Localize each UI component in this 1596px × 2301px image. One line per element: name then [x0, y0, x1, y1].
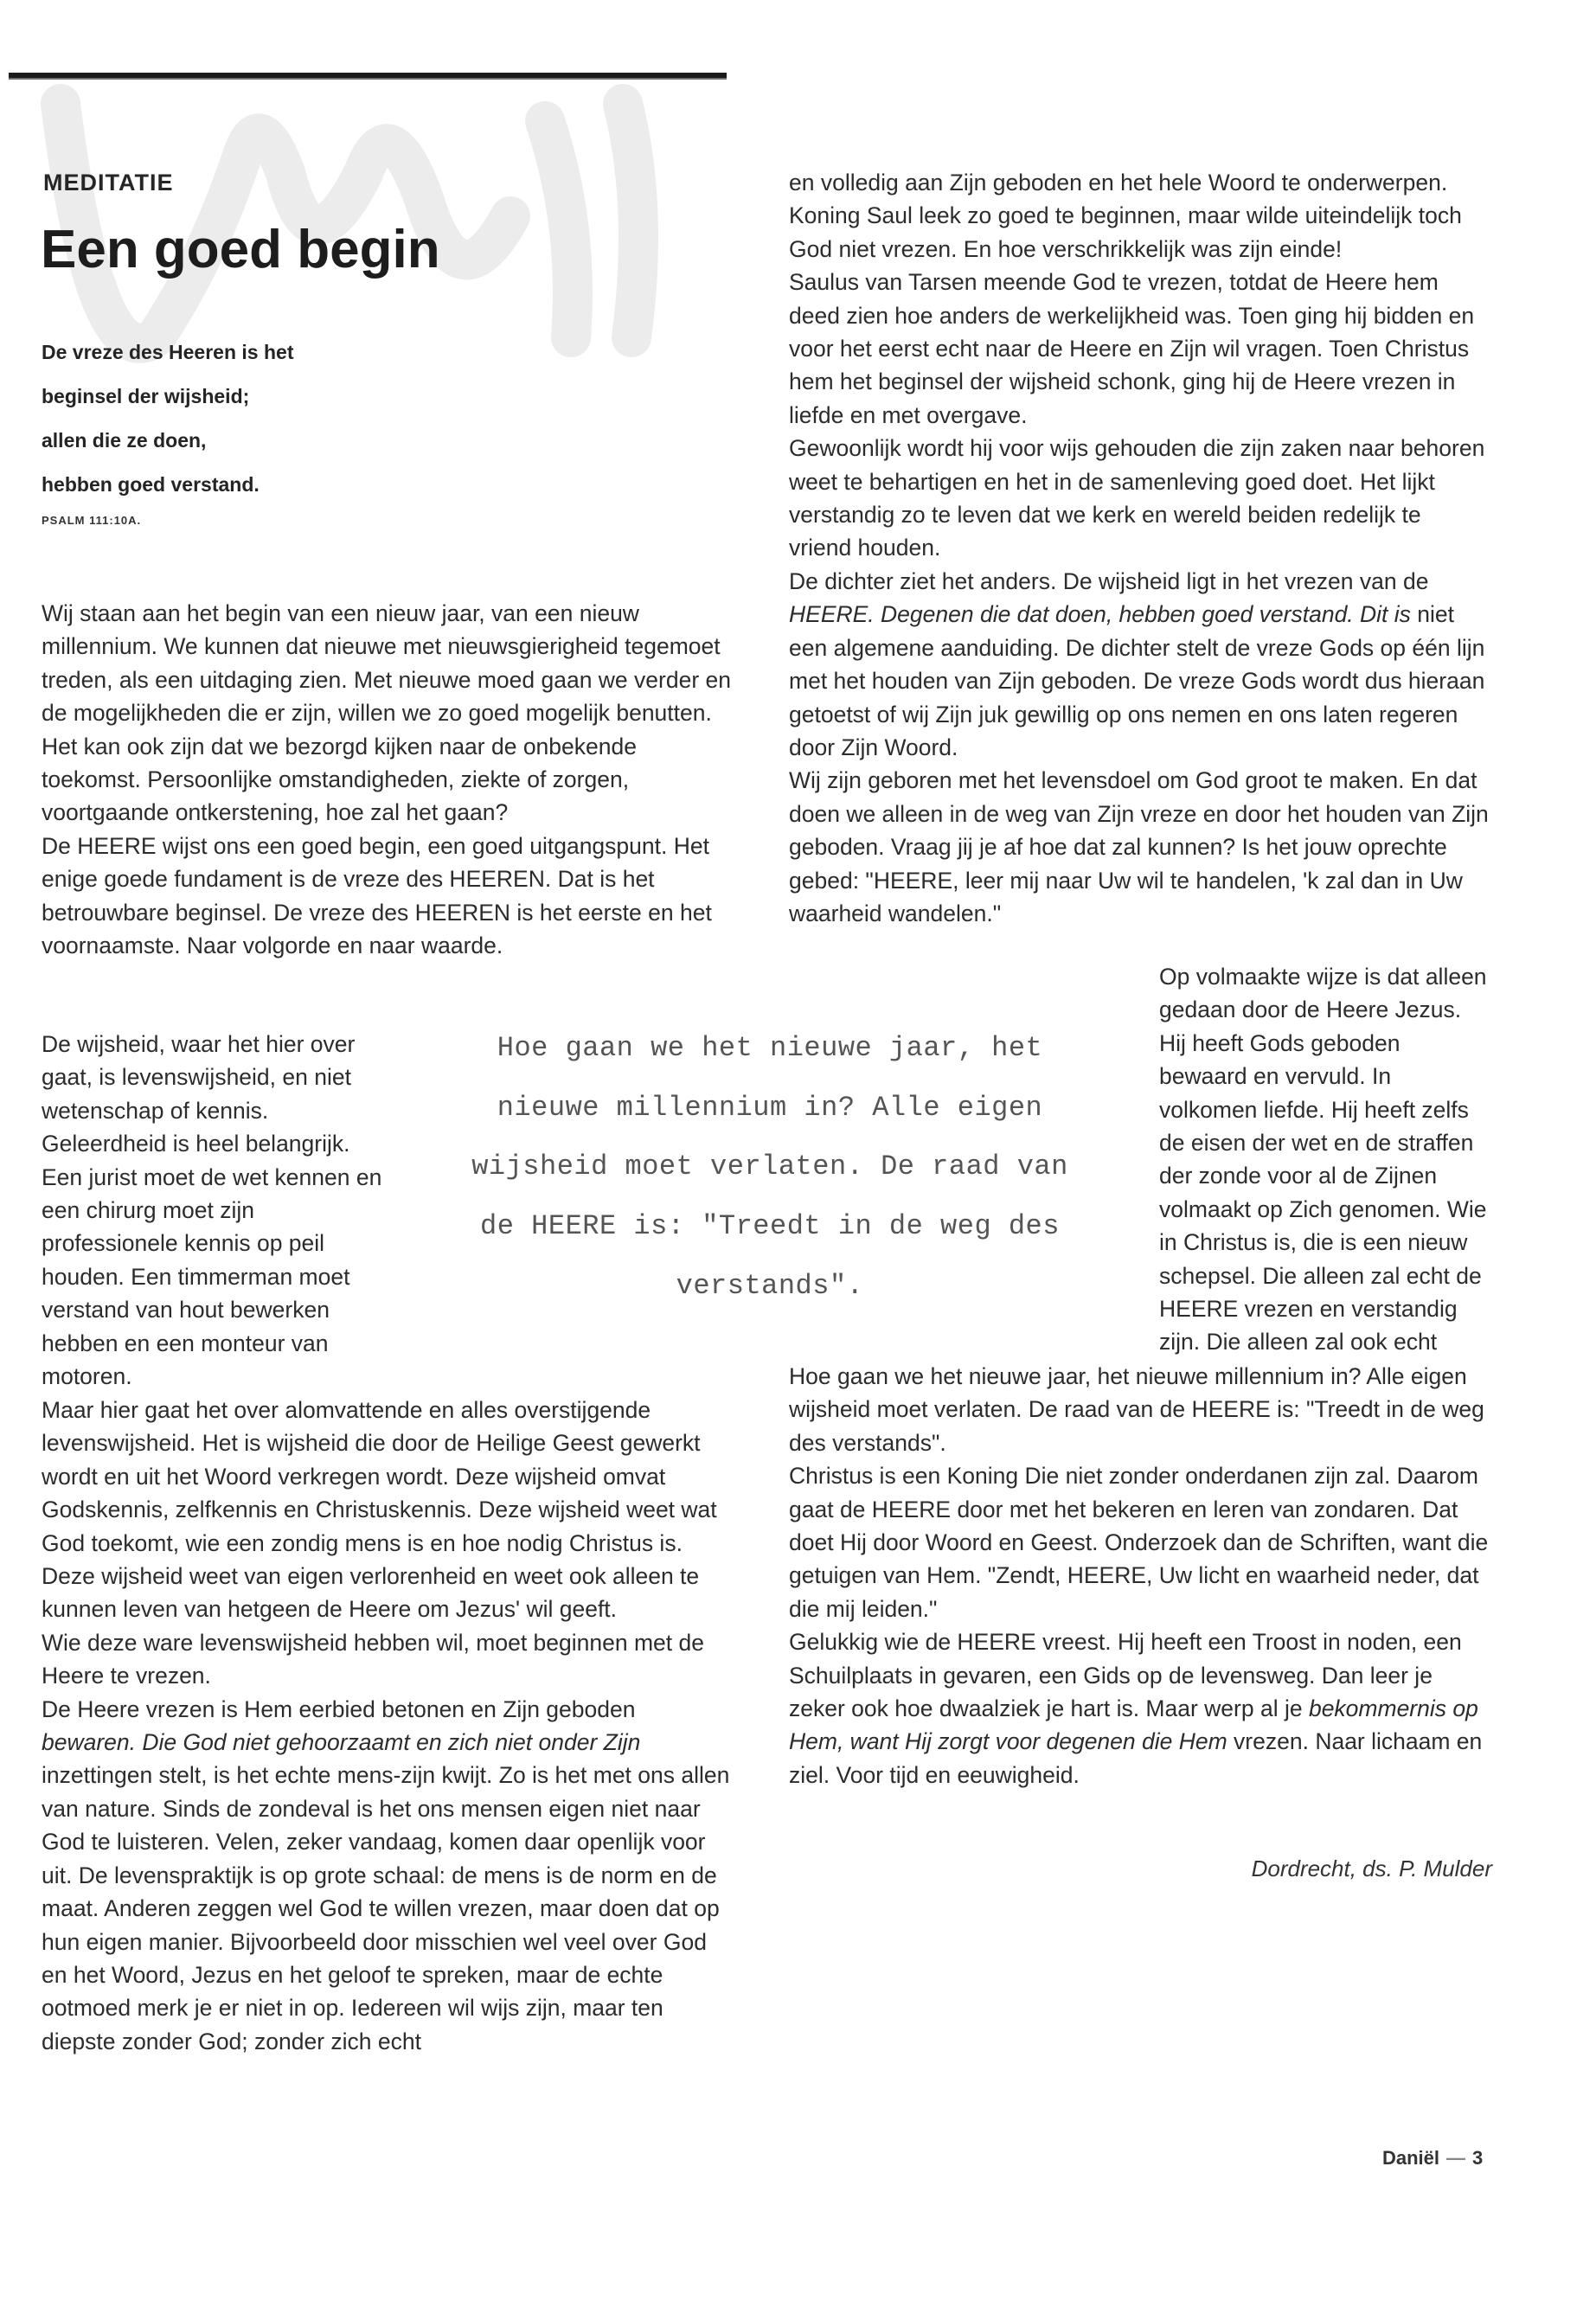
paragraph: Gewoonlijk wordt hij voor wijs gehouden die zijn zaken naar behoren weet te behartigen en het in de samenleving goed doet. Het lijkt verstandig zo te leven dat we kerk en wereld beiden redelijk te vriend houden. — [789, 435, 1485, 561]
paragraph: Koning Saul leek zo goed te beginnen, maar wilde uiteindelijk toch God niet vrezen. En hoe verschrikkelijk was zijn einde! — [789, 202, 1462, 262]
paragraph-part: De Heere vrezen is Hem eerbied betonen en Zijn geboden — [42, 1695, 636, 1722]
paragraph-part: niet een algemene aanduiding. De dichter stelt de vreze Gods op één lijn met het houden van Zijn geboden. De vreze Gods wordt dus hieraan getoetst of wij Zijn juk gewillig op ons nemen en ons laten regeren door Zijn Woord. — [789, 601, 1485, 760]
column-right-top — [789, 166, 1490, 930]
column-right-narrow — [1159, 960, 1488, 1358]
pull-quote-line: verstands". — [676, 1269, 864, 1302]
author-signature: Dordrecht, ds. P. Mulder — [1251, 1856, 1492, 1881]
paragraph: Christus is een Koning Die niet zonder onderdanen zijn zal. Daarom gaat de HEERE door met het bekeren en leren van zondaren. Dat doet Hij door Woord en Geest. Onderzoek dan de Schriften, want die getuigen van Hem. "Zendt, HEERE, Uw licht en waarheid neder, dat die mij leiden." — [789, 1463, 1489, 1622]
pull-quote-line: de HEERE is: "Treedt in de weg des — [480, 1210, 1060, 1243]
paragraph: Wij staan aan het begin van een nieuw jaar, van een nieuw millennium. We kunnen dat nieuwe met nieuwsgierigheid tegemoet treden, als een uitdaging zien. Met nieuwe moed gaan we verder en de mogelijkheden die er zijn, willen we zo goed mogelijk benutten. Het kan ook zijn dat we bezorgd kijken naar de onbekende toekomst. Persoonlijke omstandigheden, ziekte of zorgen, voortgaande ontkerstening, hoe zal het gaan? — [42, 600, 731, 826]
column-left-top — [42, 597, 734, 962]
column-left-narrow — [42, 1028, 383, 1393]
column-right-bottom — [789, 1360, 1490, 1791]
paragraph: Saulus van Tarsen meende God te vrezen, totdat de Heere hem deed zien hoe anders de werkelijkheid was. Toen ging hij bidden en voor het eerst echt naar de Heere en Zijn wil vragen. Toen Christus hem het beginsel der wijsheid schonk, ging hij de Heere vrezen in liefde en met overgave. — [789, 269, 1475, 428]
pull-quote-line: Hoe gaan we het nieuwe jaar, het — [497, 1032, 1043, 1064]
paragraph: De HEERE wijst ons een goed begin, een goed uitgangspunt. Het enige goede fundament is de vreze des HEEREN. Dat is het betrouwbare beginsel. De vreze des HEEREN is het eerste en het voornaamste. Naar volgorde en naar waarde. — [42, 832, 712, 959]
verse-line: hebben goed verstand. — [42, 473, 260, 496]
magazine-name: Daniël — [1382, 2147, 1440, 2169]
paragraph-part: Gelukkig wie de HEERE vreest. Hij heeft een Troost in noden, een Schuilplaats in gevaren, een Gids op de levensweg. Dan leer je zeker ook hoe dwaalziek je hart is. Maar werp al je — [789, 1629, 1462, 1722]
page-footer — [1382, 2147, 1483, 2170]
paragraph: Wij zijn geboren met het levensdoel om God groot te maken. En dat doen we alleen in de weg van Zijn vreze en door het houden van Zijn geboden. Vraag jij je af hoe dat zal kunnen? Is het jouw oprechte gebed: "HEERE, leer mij naar Uw wil te handelen, 'k zal dan in Uw waarheid wandelen." — [789, 767, 1489, 926]
pull-quote-line: nieuwe millennium in? Alle eigen — [497, 1091, 1043, 1124]
emphasis-text: bewaren. Die God niet gehoorzaamt en zich niet onder Zijn — [42, 1729, 641, 1756]
section-label: MEDITATIE — [43, 170, 174, 195]
paragraph — [42, 1693, 734, 2058]
pull-quote-line: wijsheid moet verlaten. De raad van — [471, 1150, 1068, 1183]
pull-quote — [441, 1019, 1099, 1317]
paragraph: Maar hier gaat het over alomvattende en alles overstijgende levenswijsheid. Het is wijsheid die door de Heilige Geest gewerkt wordt en uit het Woord verkregen wordt. Deze wijsheid omvat Godskennis, zelfkennis en Christuskennis. Deze wijsheid weet wat God toekomt, wie een zondig mens is en hoe nodig Christus is. Deze wijsheid weet van eigen verlorenheid en weet ook alleen te kunnen leven van hetgeen de Heere om Jezus' wil geeft. — [42, 1397, 717, 1623]
emphasis-text: bekommernis op Hem, want Hij zorgt voor degenen die Hem — [789, 1695, 1478, 1755]
paragraph: Hoe gaan we het nieuwe jaar, het nieuwe millennium in? Alle eigen wijsheid moet verlaten. De raad van de HEERE is: "Treedt in de weg des verstands". — [789, 1363, 1484, 1456]
paragraph-part: inzettingen stelt, is het echte mens-zijn kwijt. Zo is het met ons allen van nature. Sinds de zondeval is het ons mensen eigen niet naar God te luisteren. Velen, zeker vandaag, komen daar openlijk voor uit. De levenspraktijk is op grote schaal: de mens is de norm en de maat. Anderen zeggen wel God te willen vrezen, maar doen dat op hun eigen manier. Bijvoorbeeld door misschien wel veel over God en het Woord, Jezus en het geloof te spreken, maar de echte ootmoed merk je er niet in op. Iedereen wil wijs zijn, maar ten diepste zonder God; zonder zich echt — [42, 1762, 730, 2054]
page-number: 3 — [1472, 2147, 1484, 2169]
paragraph — [789, 565, 1490, 764]
verse-line: allen die ze doen, — [42, 429, 207, 452]
verse-source: PSALM 111:10A. — [42, 514, 142, 527]
verse-line: beginsel der wijsheid; — [42, 385, 250, 407]
verse-line: De vreze des Heeren is het — [42, 341, 294, 363]
opening-verse — [42, 330, 405, 527]
paragraph — [789, 1625, 1490, 1791]
paragraph: De wijsheid, waar het hier over gaat, is levenswijsheid, en niet wetenschap of kennis. Geleerdheid is heel belangrijk. Een jurist moet de wet kennen en een chirurg moet zijn professionele kennis op peil houden. Een timmerman moet verstand van hout bewerken hebben en een monteur van motoren. — [42, 1031, 382, 1390]
paragraph: Wie deze ware levenswijsheid hebben wil, moet beginnen met de Heere te vrezen. — [42, 1629, 704, 1689]
paragraph: Op volmaakte wijze is dat alleen gedaan door de Heere Jezus. Hij heeft Gods geboden bewaard en vervuld. In volkomen liefde. Hij heeft zelfs de eisen der wet en de straffen der zonde voor al de Zijnen volmaakt op Zich genomen. Wie in Christus is, die is een nieuw schepsel. Die alleen zal echt de HEERE vrezen en verstandig zijn. Die alleen zal ook echt — [1159, 964, 1487, 1356]
column-left-bottom — [42, 1394, 734, 2058]
emphasis-text: HEERE. Degenen die dat doen, hebben goed verstand. Dit is — [789, 601, 1411, 628]
paragraph-part: vrezen. Naar lichaam en ziel. Voor tijd en eeuwigheid. — [789, 1728, 1483, 1788]
paragraph: en volledig aan Zijn geboden en het hele Woord te onderwerpen. — [789, 170, 1448, 195]
article-title: Een goed begin — [41, 220, 440, 279]
paragraph-part: De dichter ziet het anders. De wijsheid ligt in het vrezen van de — [789, 567, 1429, 594]
footer-separator: — — [1446, 2147, 1466, 2169]
